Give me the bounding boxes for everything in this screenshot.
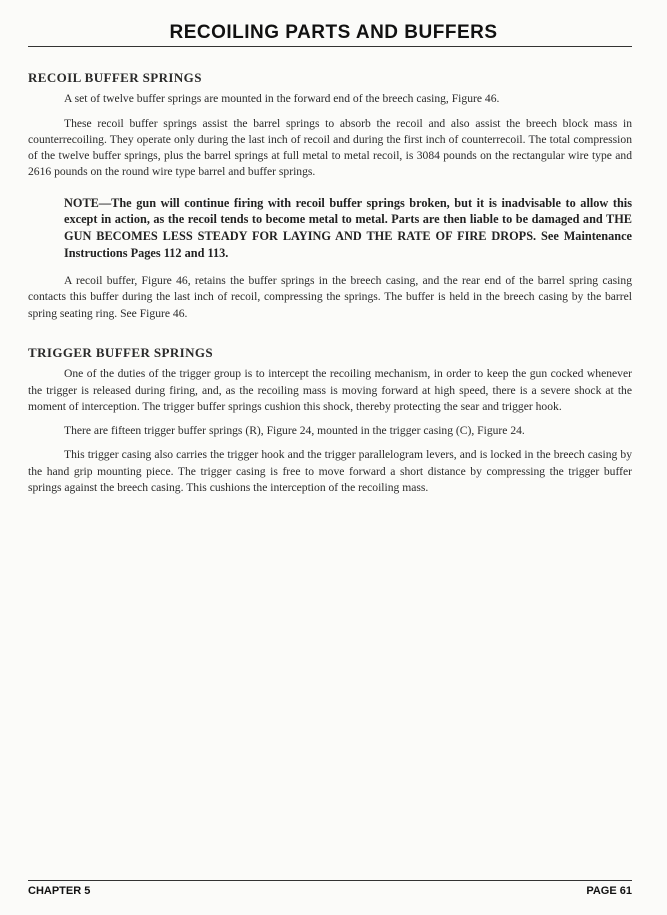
section-trigger-buffer-springs [28, 345, 632, 504]
page-number: PAGE 61 [586, 885, 632, 897]
paragraph: A recoil buffer, Figure 46, retains the buffer springs in the breech casing, and the rear end of the barrel spring casing contacts this buffer during the last inch of recoil, compressing the springs. The buffer is held in the breech casing by the barrel spring seating ring. See Figure 46. [28, 274, 632, 320]
footer-rule [28, 880, 632, 881]
paragraph: A set of twelve buffer springs are mounted in the forward end of the breech casing, Figure 46. [64, 92, 500, 106]
paragraph: There are fifteen trigger buffer springs (R), Figure 24, mounted in the trigger casing (C), Figure 24. [64, 424, 525, 438]
chapter-label: CHAPTER 5 [28, 885, 91, 897]
header-rule [28, 46, 632, 47]
section-heading: RECOIL BUFFER SPRINGS [28, 70, 202, 85]
paragraph: One of the duties of the trigger group is to intercept the recoiling mechanism, in order to keep the gun cocked whenever the trigger is released during firing, and, as the recoiling mass is moving forward at high speed, there is a severe shock at the moment of interception. The trigger buffer springs cushion this shock, thereby protecting the sear and trigger hook. [28, 367, 632, 413]
section-heading: TRIGGER BUFFER SPRINGS [28, 345, 214, 360]
paragraph: This trigger casing also carries the trigger hook and the trigger parallelogram levers, and is locked in the breech casing by the hand grip mounting piece. The trigger casing is free to move forward a short distance by compressing the trigger buffer springs against the breech casing. This cushions the interception of the recoiling mass. [28, 448, 632, 495]
note: NOTE—The gun will continue firing with recoil buffer springs broken, but it is inadvisable to allow this except in action, as the recoil tends to become metal to metal. Parts are then liable to be damaged and THE GUN BECOMES LESS STEADY FOR LAYING AND THE RATE OF FIRE DROPS. See Maintenance Instructions Pages 112 and 113. [64, 195, 632, 260]
section-recoil-buffer-springs [28, 70, 632, 330]
page-title: RECOILING PARTS AND BUFFERS [169, 22, 498, 43]
paragraph: These recoil buffer springs assist the barrel springs to absorb the recoil and also assist the breech block mass in counterrecoiling. They operate only during the last inch of recoil and during the first inch of counterrecoil. The total compression of the twelve buffer springs, plus the barrel springs at full metal to metal recoil, is 3084 pounds on the rectangular wire type and 2616 pounds on the round wire type barrel and buffer springs. [28, 116, 632, 179]
